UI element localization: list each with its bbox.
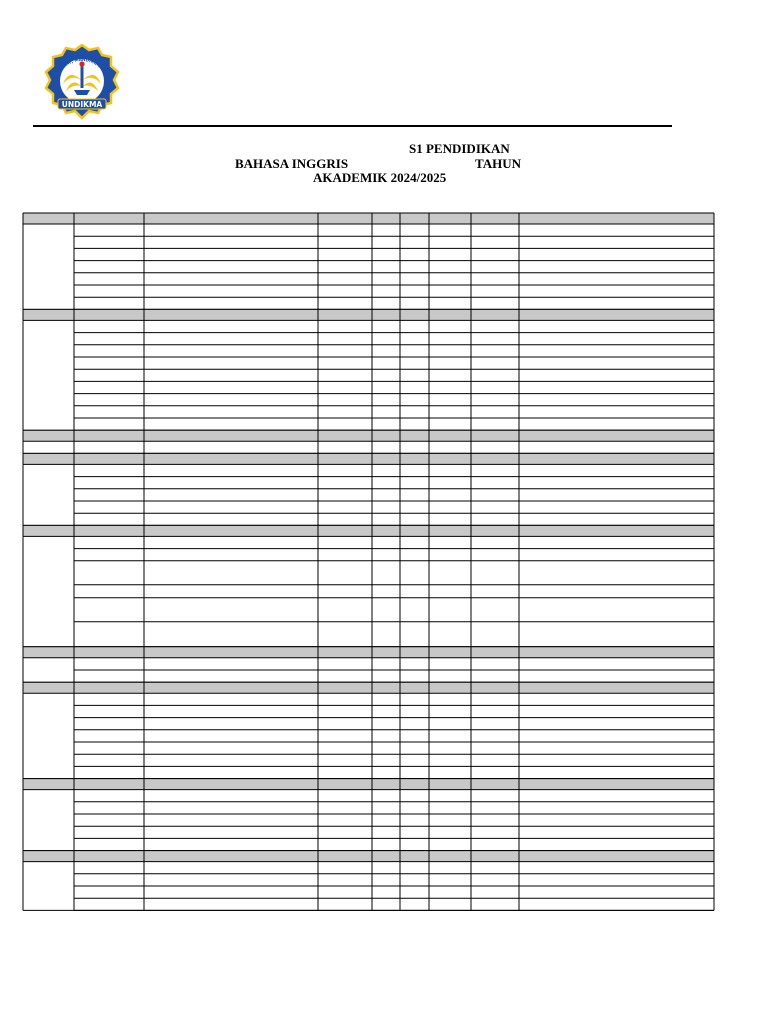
title-line-1: S1 PENDIDIKAN [409, 141, 510, 156]
svg-text:UNDIKMA: UNDIKMA [61, 100, 103, 109]
semester-header-row [23, 682, 714, 693]
title-line-2-right: TAHUN [475, 156, 521, 171]
title-line-2-left: BAHASA INGGRIS [235, 156, 349, 171]
svg-text:INOVATIF, ADAPTIF, MANDIRI, BE: ATIF, ADAPTIF, MANDIRI, BERDAYA S [50, 56, 114, 89]
title-line-3: AKADEMIK 2024/2025 [313, 170, 447, 185]
semester-header-row [23, 525, 714, 536]
semester-header-row [23, 647, 714, 658]
semester-header-row [23, 779, 714, 790]
semester-header-row [23, 213, 714, 224]
semester-header-row [23, 430, 714, 441]
semester-header-row [23, 851, 714, 862]
semester-header-row [23, 309, 714, 320]
semester-header-row [23, 453, 714, 464]
